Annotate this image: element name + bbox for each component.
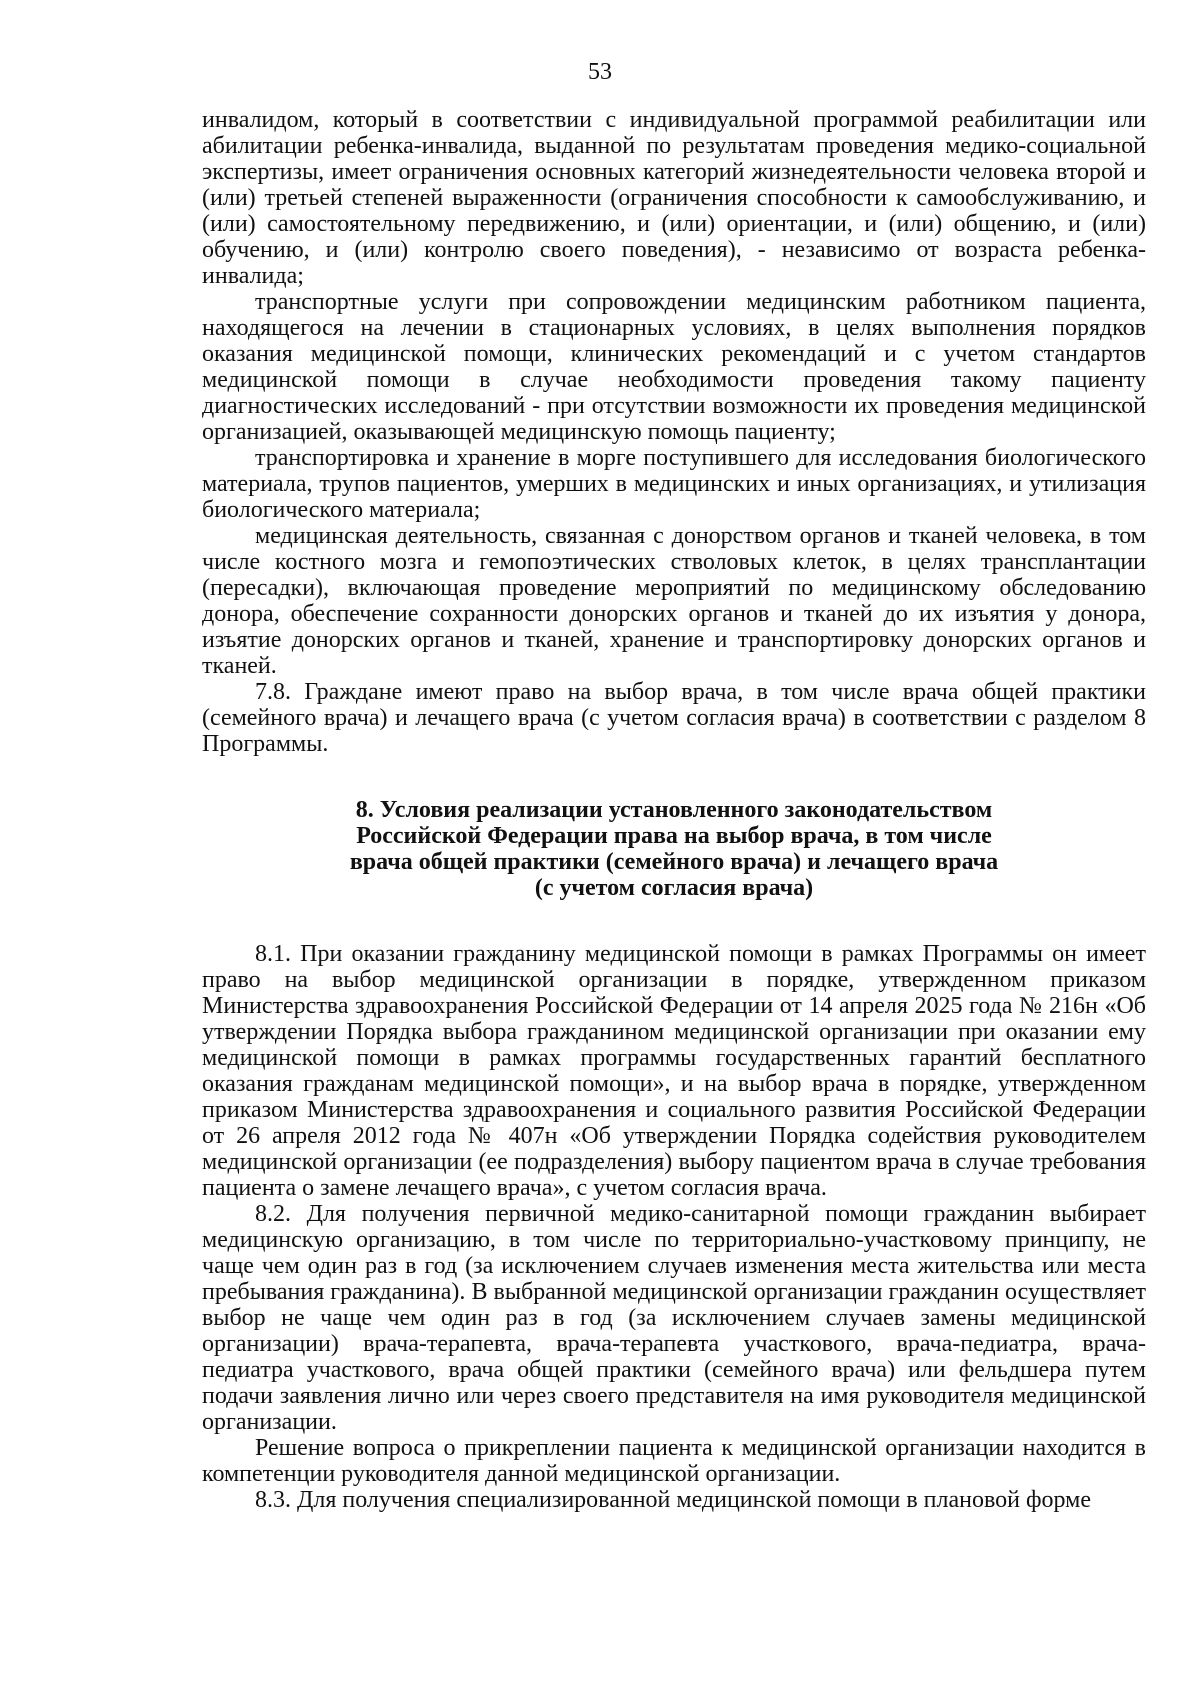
- paragraph-attachment-decision: Решение вопроса о прикреплении пациента к медицинской организации находится в компетенции руководителя данной медицинской организации.: [202, 1435, 1146, 1487]
- paragraph-8-3: 8.3. Для получения специализированной медицинской помощи в плановой форме: [255, 1487, 1092, 1513]
- section-heading-line: (с учетом согласия врача): [534, 875, 814, 901]
- paragraph-8-2: 8.2. Для получения первичной медико-санитарной помощи гражданин выбирает медицинскую организацию, в том числе по территориально-участковому принципу, не чаще чем один раз в год (за исключением случаев изменения места жительства или места пребывания гражданина). В выбранной медицинской организации гражданин осуществляет выбор не чаще чем один раз в год (за исключением случаев замены медицинской организации) врача-терапевта, врача-терапевта участкового, врача-педиатра, врача-педиатра участкового, врача общей практики (семейного врача) или фельдшера путем подачи заявления лично или через своего представителя на имя руководителя медицинской организации.: [202, 1201, 1146, 1435]
- paragraph-disabled-child-criteria: инвалидом, который в соответствии с индивидуальной программой реабилитации или абилитации ребенка-инвалида, выданной по результатам проведения медико-социальной экспертизы, имеет ограничения основных категорий жизнедеятельности человека второй и (или) третьей степеней выраженности (ограничения способности к самообслуживанию, и (или) самостоятельному передвижению, и (или) ориентации, и (или) общению, и (или) обучению, и (или) контролю своего поведения), - независимо от возраста ребенка-инвалида;: [202, 107, 1146, 289]
- page-number: 53: [588, 59, 612, 85]
- paragraph-7-8: 7.8. Граждане имеют право на выбор врача, в том числе врача общей практики (семейного врача) и лечащего врача (с учетом согласия врача) в соответствии с разделом 8 Программы.: [202, 679, 1146, 757]
- paragraph-organ-donation: медицинская деятельность, связанная с донорством органов и тканей человека, в том числе костного мозга и гемопоэтических стволовых клеток, в целях трансплантации (пересадки), включающая проведение мероприятий по медицинскому обследованию донора, обеспечение сохранности донорских органов и тканей до их изъятия у донора, изъятие донорских органов и тканей, хранение и транспортировку донорских органов и тканей.: [202, 523, 1146, 679]
- section-heading-line: 8. Условия реализации установленного законодательством: [355, 797, 993, 823]
- paragraph-morgue-transport: транспортировка и хранение в морге поступившего для исследования биологического материала, трупов пациентов, умерших в медицинских и иных организациях, и утилизация биологического материала;: [202, 445, 1146, 523]
- section-8-heading: [202, 797, 1146, 901]
- section-heading-line: Российской Федерации права на выбор врача, в том числе: [356, 823, 992, 849]
- document-body: [202, 107, 1146, 1513]
- paragraph-8-1: 8.1. При оказании гражданину медицинской помощи в рамках Программы он имеет право на выбор медицинской организации в порядке, утвержденном приказом Министерства здравоохранения Российской Федерации от 14 апреля 2025 года № 216н «Об утверждении Порядка выбора гражданином медицинской организации при оказании ему медицинской помощи в рамках программы государственных гарантий бесплатного оказания гражданам медицинской помощи», и на выбор врача в порядке, утвержденном приказом Министерства здравоохранения и социального развития Российской Федерации от 26 апреля 2012 года № 407н «Об утверждении Порядка содействия руководителем медицинской организации (ее подразделения) выбору пациентом врача в случае требования пациента о замене лечащего врача», с учетом согласия врача.: [202, 941, 1146, 1201]
- paragraph-transport-services: транспортные услуги при сопровождении медицинским работником пациента, находящегося на лечении в стационарных условиях, в целях выполнения порядков оказания медицинской помощи, клинических рекомендаций и с учетом стандартов медицинской помощи в случае необходимости проведения такому пациенту диагностических исследований - при отсутствии возможности их проведения медицинской организацией, оказывающей медицинскую помощь пациенту;: [202, 289, 1146, 445]
- section-heading-line: врача общей практики (семейного врача) и лечащего врача: [349, 849, 999, 875]
